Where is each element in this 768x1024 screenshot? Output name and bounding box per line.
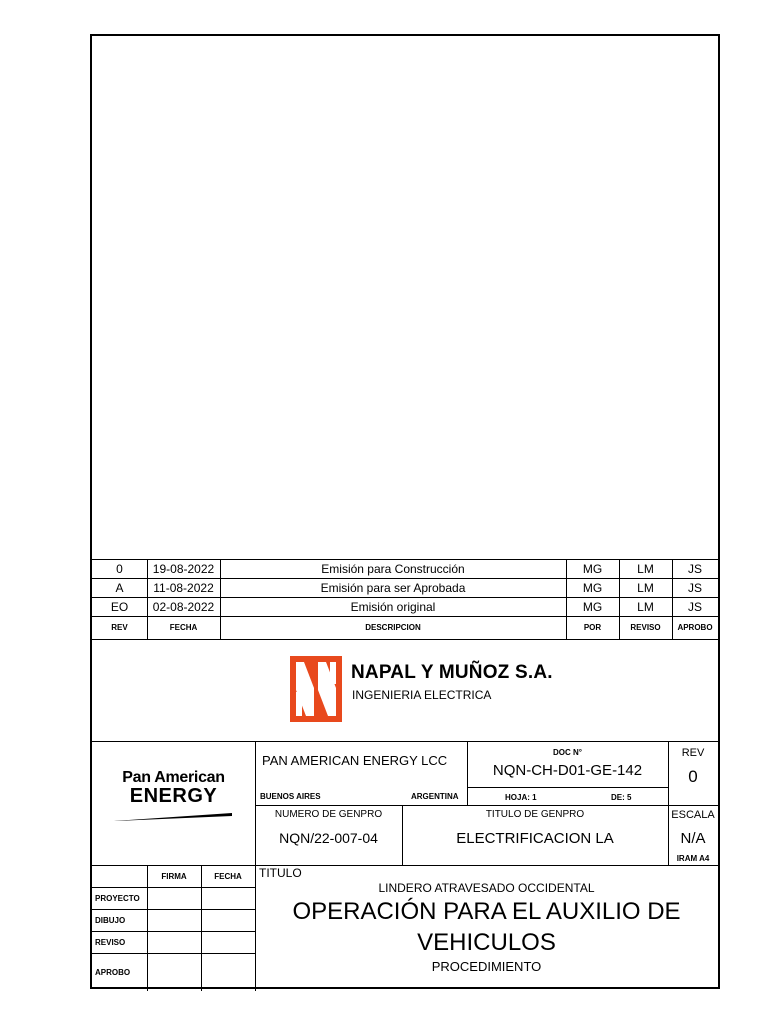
signoff-row-label: DIBUJO bbox=[95, 916, 126, 925]
descripcion-cell: Emisión original bbox=[350, 599, 436, 614]
reviso-cell: LM bbox=[637, 561, 654, 576]
divider bbox=[92, 887, 255, 888]
title-line2: OPERACIÓN PARA EL AUXILIO DE bbox=[292, 898, 681, 925]
signoff-row-label: PROYECTO bbox=[95, 894, 140, 903]
aprobo-header: APROBO bbox=[677, 623, 713, 632]
escala-value: N/A bbox=[680, 829, 706, 847]
fecha-cell: 11-08-2022 bbox=[153, 580, 214, 595]
client-logo-line2: ENERGY bbox=[129, 785, 218, 807]
napal-logo-icon bbox=[290, 656, 342, 722]
reviso-header: REVISO bbox=[630, 623, 661, 632]
doc-label: DOC N° bbox=[553, 747, 582, 757]
rev-value: 0 bbox=[688, 767, 698, 786]
divider bbox=[92, 741, 718, 742]
firma-header: FIRMA bbox=[161, 871, 187, 881]
rev-cell: A bbox=[115, 580, 124, 595]
descripcion-header: DESCRIPCION bbox=[365, 623, 421, 632]
genpro-num: NQN/22-007-04 bbox=[279, 830, 378, 846]
fecha-cell: 02-08-2022 bbox=[152, 599, 215, 614]
client-logo-swoosh-icon bbox=[114, 808, 232, 816]
divider bbox=[92, 931, 255, 932]
signoff-row-label: APROBO bbox=[95, 968, 131, 977]
rev-label: REV bbox=[681, 747, 705, 759]
title-line4: PROCEDIMIENTO bbox=[431, 958, 542, 974]
doc-number: NQN-CH-D01-GE-142 bbox=[492, 761, 643, 779]
por-cell: MG bbox=[582, 580, 603, 595]
fecha-signoff-header: FECHA bbox=[214, 871, 242, 881]
contractor-name: NAPAL Y MUÑOZ S.A. bbox=[351, 662, 553, 683]
aprobo-cell: JS bbox=[687, 580, 702, 595]
client-city: BUENOS AIRES bbox=[260, 792, 321, 801]
fecha-cell: 19-08-2022 bbox=[152, 561, 215, 576]
client-country: ARGENTINA bbox=[411, 792, 459, 801]
title-line1: LINDERO ATRAVESADO OCCIDENTAL bbox=[378, 881, 595, 895]
fecha-header: FECHA bbox=[169, 623, 198, 632]
por-header: POR bbox=[583, 623, 602, 632]
title-label: TITULO bbox=[259, 866, 302, 880]
genpro-title-label: TITULO DE GENPRO bbox=[485, 809, 585, 820]
por-cell: MG bbox=[582, 561, 603, 576]
drawing-frame bbox=[90, 34, 720, 989]
divider bbox=[92, 909, 255, 910]
de-label: DE: 5 bbox=[611, 793, 632, 802]
reviso-cell: LM bbox=[637, 599, 654, 614]
descripcion-cell: Emisión para Construcción bbox=[321, 561, 465, 576]
descripcion-cell: Emisión para ser Aprobada bbox=[320, 580, 466, 595]
hoja-label: HOJA: 1 bbox=[505, 793, 537, 802]
reviso-cell: LM bbox=[637, 580, 654, 595]
rev-cell: EO bbox=[110, 599, 129, 614]
divider bbox=[255, 805, 668, 806]
divider bbox=[92, 953, 255, 954]
divider bbox=[668, 805, 718, 806]
escala-label: ESCALA bbox=[671, 808, 715, 821]
aprobo-cell: JS bbox=[687, 599, 702, 614]
rev-cell: 0 bbox=[116, 561, 123, 576]
divider bbox=[92, 639, 718, 640]
contractor-subtitle: INGENIERIA ELECTRICA bbox=[352, 688, 492, 702]
client-company: PAN AMERICAN ENERGY LCC bbox=[262, 753, 448, 768]
rev-header: REV bbox=[111, 623, 128, 632]
title-line3: VEHICULOS bbox=[417, 929, 556, 956]
genpro-num-label: NUMERO DE GENPRO bbox=[274, 809, 383, 820]
paper-size: IRAM A4 bbox=[676, 853, 710, 863]
aprobo-cell: JS bbox=[687, 561, 702, 576]
genpro-title: ELECTRIFICACION LA bbox=[456, 829, 614, 847]
client-logo-line1: Pan American bbox=[122, 769, 225, 786]
signoff-row-label: REVISO bbox=[95, 938, 126, 947]
divider bbox=[467, 787, 668, 788]
por-cell: MG bbox=[582, 599, 603, 614]
